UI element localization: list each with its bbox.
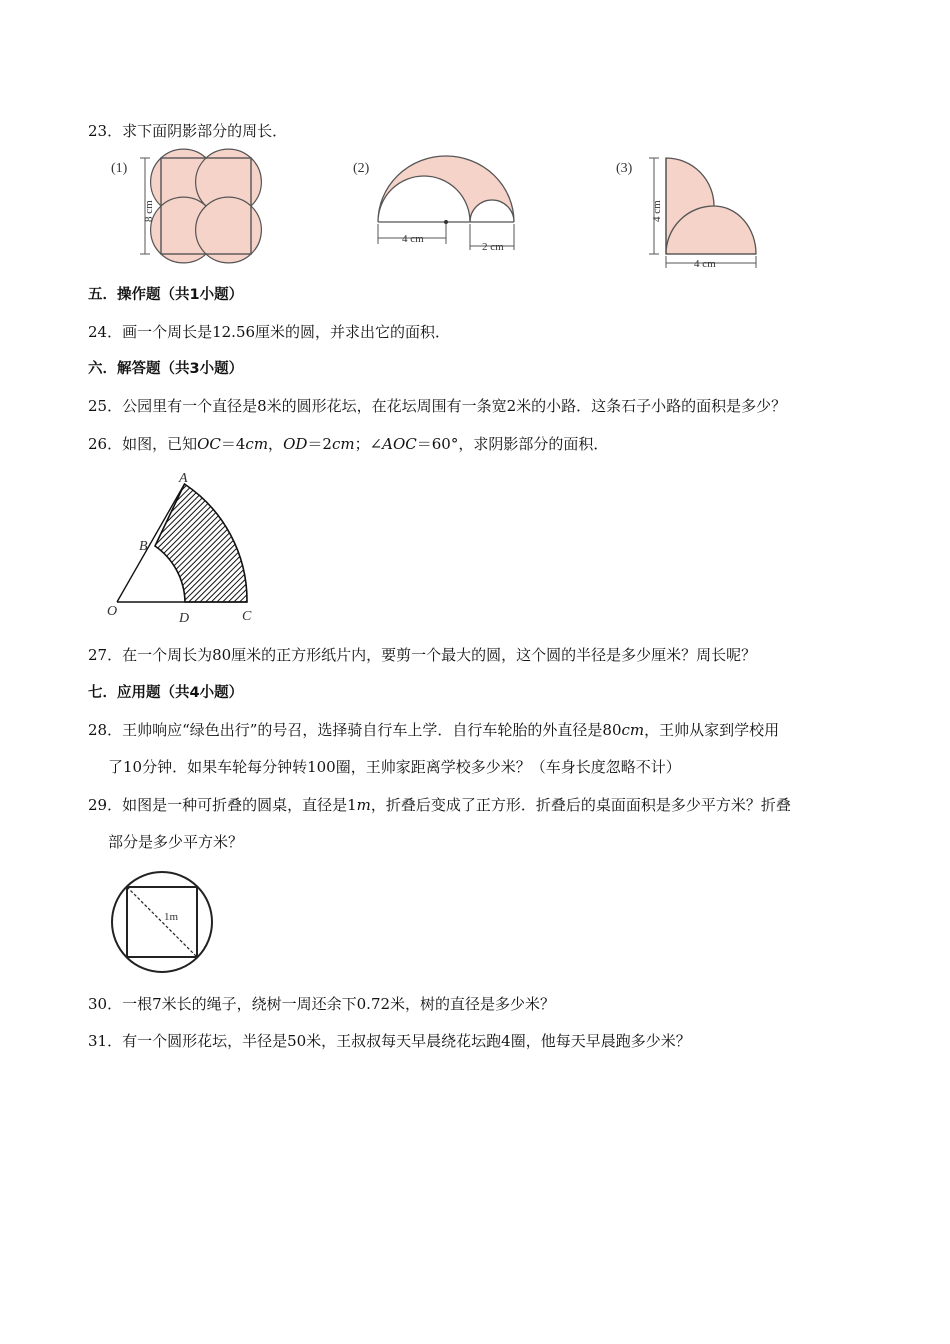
q24-text: 24．画一个周长是12.56厘米的圆，并求出它的面积．	[88, 323, 451, 341]
q29-line-1: 29．如图是一种可折叠的圆桌，直径是1m，折叠后变成了正方形．折叠后的桌面面积是多少平方米？折叠	[88, 796, 791, 814]
q25-text: 25．公园里有一个直径是8米的圆形花坛，在花坛周围有一条宽2米的小路．这条石子小路的面积是多少？	[88, 397, 787, 415]
q23-text: 23．求下面阴影部分的周长．	[88, 122, 288, 140]
q27-text: 27．在一个周长为80厘米的正方形纸片内，要剪一个最大的圆，这个圆的半径是多少厘米？周长呢？	[88, 646, 757, 664]
fig3-label: (3)	[616, 161, 633, 176]
q23-figure-2	[345, 150, 530, 260]
q23-figure-3	[612, 150, 762, 270]
q29-figure	[108, 868, 216, 976]
section-7-heading: 七．应用题（共4小题）	[88, 685, 244, 701]
fig1-dim: 8 cm	[143, 200, 155, 222]
fig1-label: (1)	[111, 161, 128, 176]
q26-figure	[105, 470, 265, 630]
fig26-label-o: O	[107, 604, 118, 619]
fig3-dim-v: 4 cm	[651, 200, 663, 222]
fig3-dim-h: 4 cm	[694, 258, 716, 270]
fig26-label-a: A	[179, 471, 188, 486]
fig2-dim-b: 2 cm	[482, 241, 504, 253]
fig29-label: 1m	[164, 911, 179, 923]
fig26-label-b: B	[139, 539, 148, 554]
q28-line-1: 28．王帅响应“绿色出行”的号召，选择骑自行车上学．自行车轮胎的外直径是80cm，王帅从家到学校用	[88, 721, 780, 739]
fig2-label: (2)	[353, 161, 370, 176]
q26-text: 26．如图，已知OC＝4cm，OD＝2cm；∠AOC＝60°，求阴影部分的面积．	[88, 435, 609, 453]
fig26-label-d: D	[179, 611, 190, 626]
q29-line-2: 部分是多少平方米？	[108, 833, 244, 851]
fig2-dim-a: 4 cm	[402, 233, 424, 245]
fig26-label-c: C	[242, 609, 252, 624]
q23-figure-1	[105, 150, 255, 260]
section-5-heading: 五．操作题（共1小题）	[88, 287, 244, 303]
section-6-heading: 六．解答题（共3小题）	[88, 361, 244, 377]
q31-text: 31．有一个圆形花坛，半径是50米，王叔叔每天早晨绕花坛跑4圈，他每天早晨跑多少米？	[88, 1032, 691, 1050]
q28-line-2: 了10分钟．如果车轮每分钟转100圈，王帅家距离学校多少米？（车身长度忽略不计）	[108, 758, 681, 776]
q30-text: 30．一根7米长的绳子，绕树一周还余下0.72米，树的直径是多少米？	[88, 995, 556, 1013]
